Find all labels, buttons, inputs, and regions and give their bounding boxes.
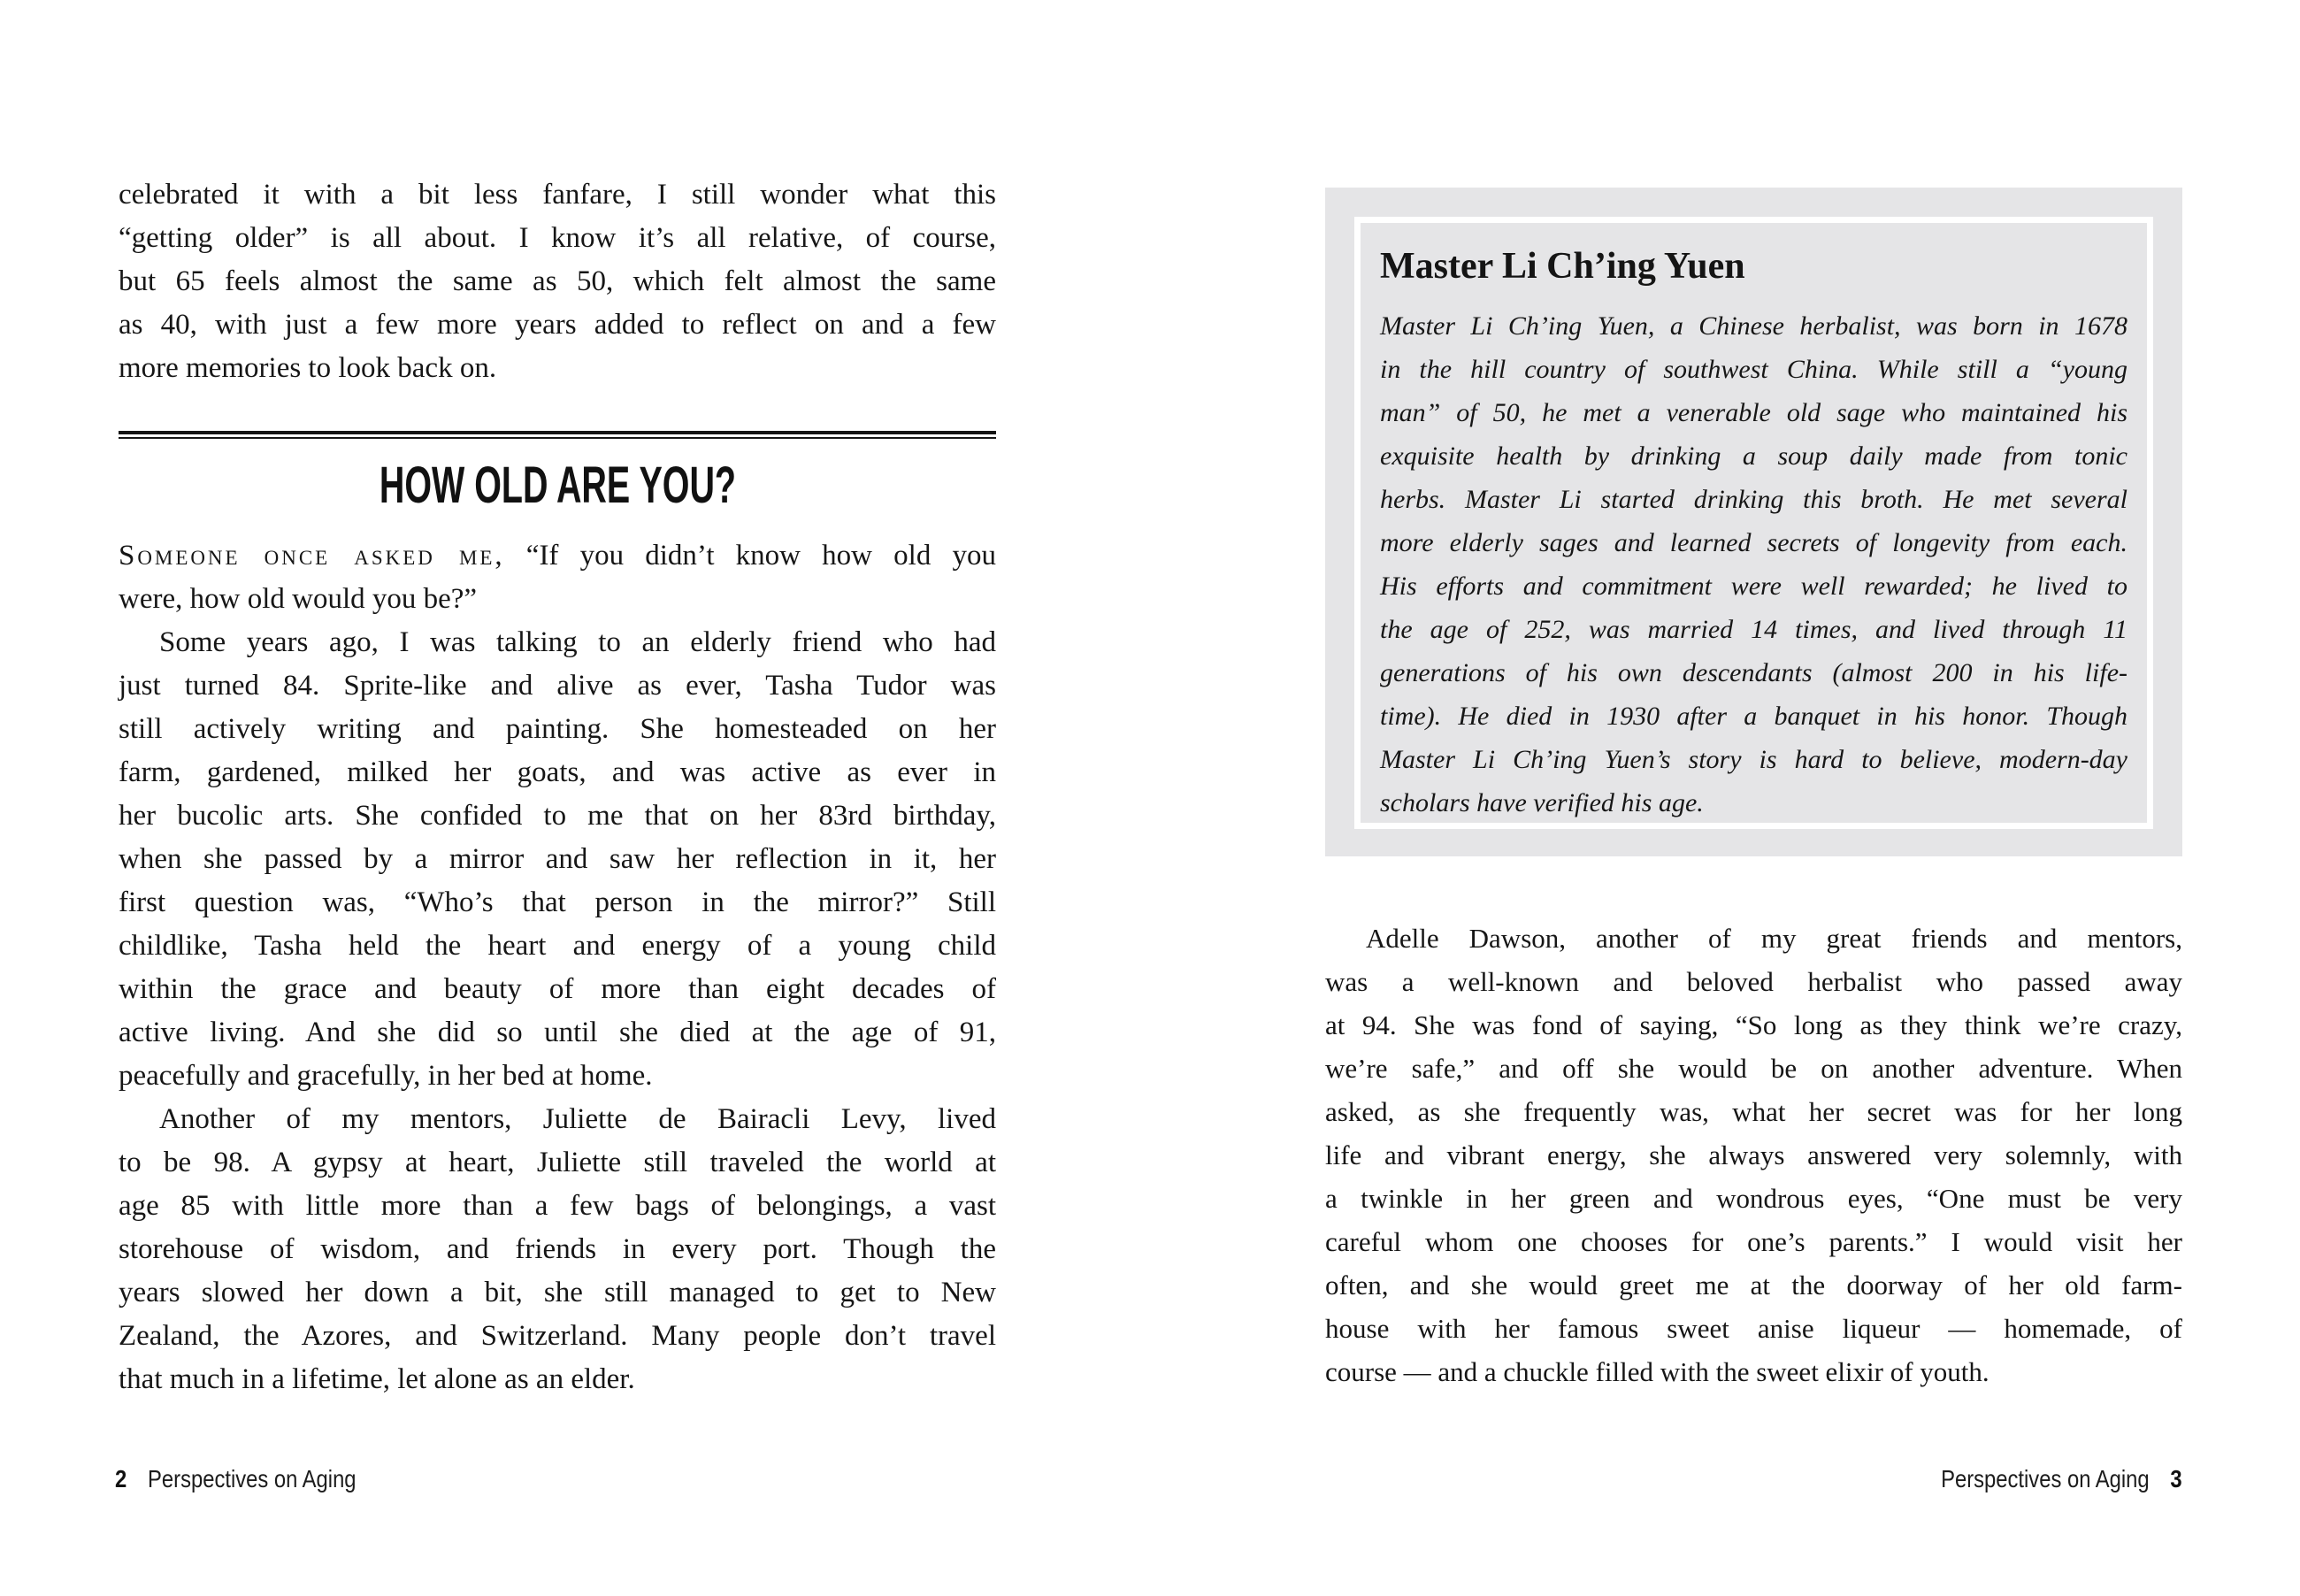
text-line: childlike, Tasha held the heart and energy of a young child [119,930,996,962]
text-line: within the grace and beauty of more than eight decades of [119,973,996,1005]
text-line: celebrated it with a bit less fanfare, I still wonder what this [119,179,996,211]
opener-rest: “If you didn’t know how old you [504,540,997,572]
text-line: often, and she would greet me at the doorway of her old farm- [1325,1270,2182,1301]
text-line: was a well-known and beloved herbalist who passed away [1325,966,2182,997]
text-line: active living. And she did so until she died at the age of 91, [119,1017,996,1048]
running-title: Perspectives on Aging [1941,1465,2150,1492]
text-line: in the hill country of southwest China. While still a “young [1380,355,2128,384]
sidebar-body [1380,304,2128,825]
text-line: age 85 with little more than a few bags of belongings, a vast [119,1190,996,1222]
text-line: man” of 50, he met a venerable old sage who maintained his [1380,398,2128,427]
text-line: more elderly sages and learned secrets of longevity from each. [1380,528,2128,557]
text-line: scholars have verified his age. [1380,788,1704,817]
text-line: the age of 252, was married 14 times, and lived through 11 [1380,615,2128,644]
text-line: Zealand, the Azores, and Switzerland. Many people don’t travel [119,1320,996,1352]
text-line: peacefully and gracefully, in her bed at home. [119,1060,653,1092]
paragraph-opener [119,534,996,621]
text-line: time). He died in 1930 after a banquet in his honor. Though [1380,702,2128,731]
text-line: His efforts and commitment were well rewarded; he lived to [1380,572,2128,601]
right-text-column [1325,917,2182,1393]
paragraph-continued [119,173,996,390]
opener-smallcaps: Someone once asked me, [119,540,505,572]
text-line: more memories to look back on. [119,352,497,384]
text-line: Master Li Ch’ing Yuen’s story is hard to believe, modern-day [1380,745,2128,774]
text-line: still actively writing and painting. She homesteaded on her [119,713,996,745]
text-line: farm, gardened, milked her goats, and was active as ever in [119,756,996,788]
text-line: first question was, “Who’s that person in the mirror?” Still [119,886,996,918]
section-divider-rule [119,431,996,439]
text-line: asked, as she frequently was, what her secret was for her long [1325,1096,2182,1127]
text-line: a twinkle in her green and wondrous eyes, “One must be very [1325,1183,2182,1214]
text-line: at 94. She was fond of saying, “So long as they think we’re crazy, [1325,1009,2182,1040]
sidebar-content [1380,246,2128,825]
paragraph-adelle [1325,917,2182,1393]
sidebar-box [1325,188,2182,856]
text-line: as 40, with just a few more years added to reflect on and a few [119,309,996,341]
sidebar-title: Master Li Ch’ing Yuen [1380,246,1745,287]
section-heading-text: HOW OLD ARE YOU? [379,457,736,514]
text-line: exquisite health by drinking a soup daily made from tonic [1380,441,2128,471]
text-line: but 65 feels almost the same as 50, which felt almost the same [119,265,996,297]
text-line: to be 98. A gypsy at heart, Juliette still traveled the world at [119,1147,996,1178]
left-running-foot [115,1465,399,1493]
text-line: careful whom one chooses for one’s parents.” I would visit her [1325,1226,2182,1257]
text-line: when she passed by a mirror and saw her reflection in it, her [119,843,996,875]
paragraph-tasha [119,621,996,1098]
text-line: her bucolic arts. She confided to me that on her 83rd birthday, [119,800,996,832]
text-line: life and vibrant energy, she always answered very solemnly, with [1325,1139,2182,1170]
text-line: Adelle Dawson, another of my great friends and mentors, [1366,923,2182,954]
right-page-number: 3 [2170,1465,2182,1492]
section-heading [119,457,996,514]
text-line: were, how old would you be?” [119,583,478,615]
text-line: generations of his own descendants (almost 200 in his life- [1380,658,2128,687]
right-running-foot [1898,1465,2182,1493]
left-text-column [119,173,996,1401]
running-title: Perspectives on Aging [148,1465,356,1492]
text-line: house with her famous sweet anise liqueur — homemade, of [1325,1313,2182,1344]
text-line: Another of my mentors, Juliette de Bairacli Levy, lived [159,1103,996,1135]
text-line: that much in a lifetime, let alone as an elder. [119,1363,635,1395]
text-line: course — and a chuckle filled with the sweet elixir of youth. [1325,1356,1990,1387]
text-line: Master Li Ch’ing Yuen, a Chinese herbalist, was born in 1678 [1380,311,2128,341]
paragraph-juliette [119,1098,996,1401]
text-line: “getting older” is all about. I know it’s all relative, of course, [119,222,996,254]
left-page-number: 2 [115,1465,127,1492]
text-line: just turned 84. Sprite-like and alive as ever, Tasha Tudor was [119,670,996,702]
text-line: storehouse of wisdom, and friends in every port. Though the [119,1233,996,1265]
text-line [119,534,996,578]
text-line: herbs. Master Li started drinking this broth. He met several [1380,485,2128,514]
text-line: Some years ago, I was talking to an elderly friend who had [159,626,996,658]
text-line: we’re safe,” and off she would be on another adventure. When [1325,1053,2182,1084]
text-line: years slowed her down a bit, she still managed to get to New [119,1277,996,1308]
